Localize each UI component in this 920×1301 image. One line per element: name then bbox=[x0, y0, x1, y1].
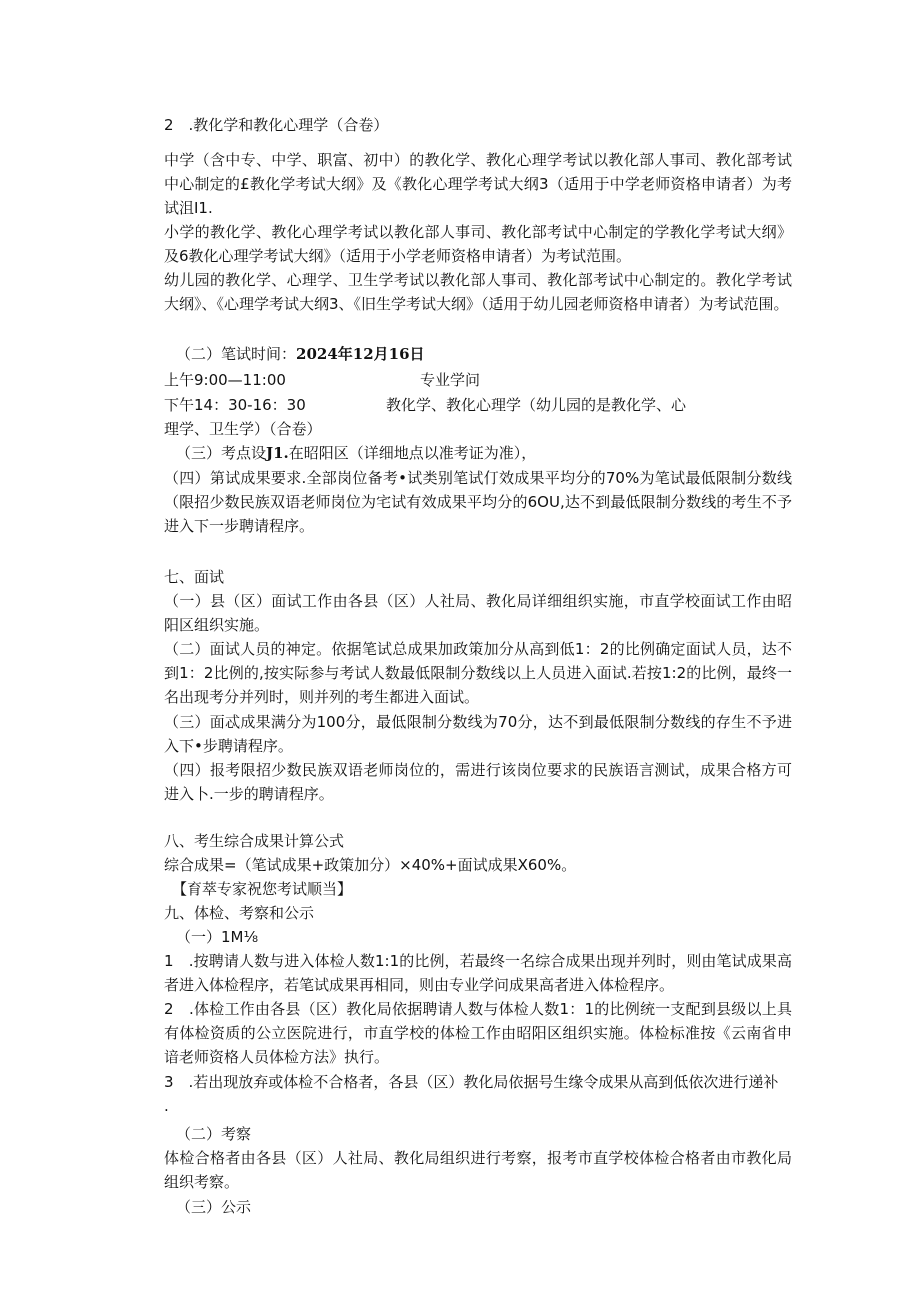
paragraph-kindergarten: 幼儿园的教化学、心理学、卫生学考试以教化部人事司、教化部考试中心制定的。教化学考试大纲》、《心理学考试大纲3、《旧生学考试大纲》（适用于幼儿园老师资格申请者）为考试范围。 bbox=[164, 271, 792, 313]
afternoon-time: 下午14：30-16：30 bbox=[164, 396, 306, 414]
morning-subject: 专业学问 bbox=[420, 371, 481, 389]
subsection-inspection: （二）考察 bbox=[176, 1125, 252, 1143]
paragraph-physical-3-tail: . bbox=[164, 1097, 169, 1115]
exam-location bbox=[176, 441, 536, 465]
written-exam-date: 2024年12月16日 bbox=[296, 345, 425, 363]
paragraph-primary-school: 小学的教化学、教化心理学考试以教化部人事司、教化部考试中心制定的学教化学考试大纲》及6教化心理学考试大纲》（适用于小学老师资格申请者）为考试范围。 bbox=[164, 223, 792, 265]
paragraph-text: 中学（含中专、中学、职富、初中）的教化学、教化心理学考试以教化部人事司、教化部考试中心制定的£教化学考试大纲》及《教化心理学考试大纲3（适用于中学老师资格申请者）为考试沮I1. bbox=[164, 151, 792, 217]
paragraph-inspection: 体检合格者由各县（区）人社局、教化局组织进行考察，报考市直学校体检合格者由市教化局组织考察。 bbox=[164, 1149, 792, 1191]
section-8-heading: 八、考生综合成果计算公式 bbox=[164, 832, 345, 850]
afternoon-subject-cont: 理学、卫生学）（合卷） bbox=[164, 420, 322, 438]
score-formula: 综合成果=（笔试成果+政策加分）×40%+面试成果X60%。 bbox=[164, 856, 577, 874]
item-2-heading: 2 .教化学和教化心理学（合卷） bbox=[164, 116, 389, 134]
exam-location-b: J1. bbox=[266, 444, 289, 462]
paragraph-physical-2: 2 .体检工作由各县（区）教化局依据聘请人数与体检人数1：1的比例统一支配到县级以上具有体检资质的公立医院进行，市直学校的体检工作由昭阳区组织实施。体检标准按《云南省申谙老师资格人员体检方法》执行。 bbox=[164, 1000, 792, 1066]
written-exam-time-label: （二）笔试时间： bbox=[176, 345, 297, 363]
paragraph-score-requirement: （四）第试成果要求.全部岗位备考•试类别笔试仃效成果平均分的70%为笔试最低限制分数线（限招少数民族双语老师岗位为宅试有效成果平均分的6OU,达不到最低限制分数线的考生不予进入下一步聘请程序。 bbox=[164, 469, 792, 535]
paragraph-interview-2: （二）面试人员的神定。依据笔试总成果加政策加分从高到低1：2的比例确定面试人员，达不到1：2比例的,按实际参与考试人数最低限制分数线以上人员进入面试.若按1:2的比例，最终一名出现考分并列时，则并列的考生都进入面试。 bbox=[164, 640, 792, 706]
exam-location-a: （三）考点设 bbox=[176, 444, 267, 462]
wish-note: 【育萃专家祝您考试顺当】 bbox=[172, 880, 353, 898]
section-7-heading: 七、面试 bbox=[164, 568, 225, 586]
paragraph-physical-1: 1 .按聘请人数与进入体检人数1:1的比例，若最终一名综合成果出现并列时，则由笔试成果高者进入体检程序，若笔试成果再相同，则由专业学问成果高者进入体检程序。 bbox=[164, 952, 792, 994]
written-exam-time bbox=[176, 342, 425, 366]
morning-time: 上午9:00—11:00 bbox=[164, 371, 286, 389]
subsection-publicity: （三）公示 bbox=[176, 1198, 252, 1216]
afternoon-subject: 教化学、教化心理学（幼儿园的是教化学、心 bbox=[386, 396, 687, 414]
exam-location-c: 在昭阳区（详细地点以准考证为准）， bbox=[288, 444, 537, 462]
paragraph-interview-1: （一）县（区）面试工作由各县（区）人社局、教化局详细组织实施，市直学校面试工作由昭阳区组织实施。 bbox=[164, 592, 792, 634]
paragraph-physical-3: 3 .若出现放弃或体检不合格者，各县（区）教化局依据号生缘令成果从高到低依次进行递补 bbox=[164, 1073, 779, 1091]
paragraph-middle-school bbox=[164, 148, 792, 220]
paragraph-interview-4: （四）报考限招少数民族双语老师岗位的，需进行该岗位要求的民族语言测试，成果合格方可进入卜.一步的聘请程序。 bbox=[164, 761, 792, 803]
subsection-physical-exam: （一）1M⅛ bbox=[176, 928, 259, 946]
paragraph-interview-3: （三）面忒成果满分为100分，最低限制分数线为70分，达不到最低限制分数线的存生不予进入下•步聘请程序。 bbox=[164, 713, 792, 755]
section-9-heading: 九、体检、考察和公示 bbox=[164, 904, 315, 922]
